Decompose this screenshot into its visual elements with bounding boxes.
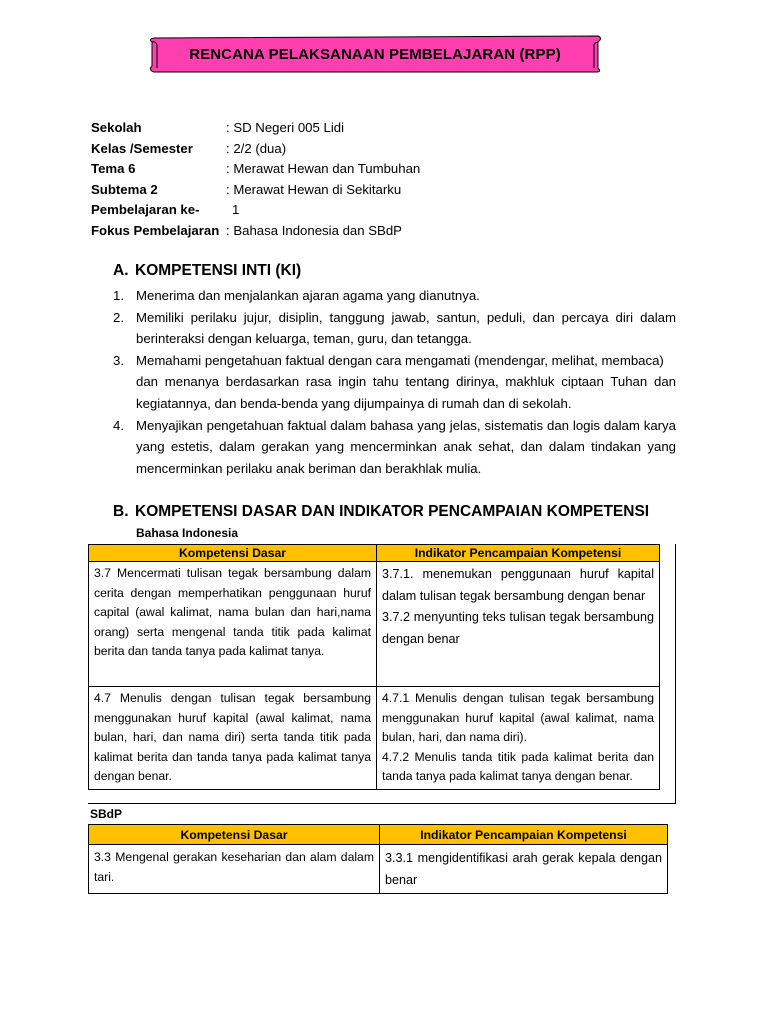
subject-label-sbdp: SBdP (90, 807, 123, 821)
identity-value: : Merawat Hewan di Sekitarku (226, 181, 402, 197)
section-b-heading (113, 503, 649, 521)
list-text: Menerima dan menjalankan ajaran agama yang dianutnya. (136, 288, 480, 303)
list-number: 2. (113, 309, 124, 325)
section-title: KOMPETENSI INTI (KI) (135, 262, 302, 279)
identity-label: Tema 6 (91, 161, 136, 176)
indicator-text: 3.7.2 menyunting teks tulisan tegak bersambung dengan benar (382, 610, 654, 646)
identity-row (91, 180, 420, 201)
identity-row (91, 221, 420, 242)
table-cell-kd: 4.7 Menulis dengan tulisan tegak bersambung menggunakan huruf kapital (awal kalimat, nama bulan, hari, dan nama diri) serta tanda titik pada kalimat berita dan tanda tanya pada kalimat tanya dengan benar. (89, 687, 377, 790)
list-item (113, 350, 676, 415)
identity-value: : Merawat Hewan dan Tumbuhan (226, 161, 421, 176)
identity-label: Sekolah (91, 120, 142, 135)
identity-block (91, 118, 420, 241)
table-cell-kd: 3.3 Mengenal gerakan keseharian dan alam dalam tari. (89, 845, 380, 894)
table-cell-indicator (377, 687, 660, 790)
table-border-right (675, 544, 676, 804)
column-header: Indikator Pencampaian Kompetensi (380, 825, 668, 845)
table-cell-indicator (380, 845, 668, 894)
table-header-row (89, 825, 668, 845)
identity-label: Fokus Pembelajaran (91, 222, 220, 238)
list-item (113, 285, 676, 307)
list-text: Memiliki perilaku jujur, disiplin, tanggung jawab, santun, peduli, dan percaya diri dalam berinteraksi dengan keluarga, teman, guru, dan tetangga. (136, 309, 676, 347)
list-item (113, 415, 676, 480)
indicator-text: 4.7.1 Menulis dengan tulisan tegak bersambung menggunakan huruf kapital (awal kalimat, nama bulan, hari, dan nama diri). (382, 691, 654, 744)
table-cell-indicator (377, 562, 660, 687)
list-number: 1. (113, 288, 124, 303)
identity-value: : Bahasa Indonesia dan SBdP (226, 222, 402, 238)
column-header: Indikator Pencampaian Kompetensi (377, 545, 660, 562)
list-number: 3. (113, 352, 124, 368)
table-border-bottom (88, 803, 676, 804)
section-letter: A. (113, 262, 129, 279)
column-header: Kompetensi Dasar (89, 825, 380, 845)
table-cell-kd: 3.7 Mencermati tulisan tegak bersambung dalam cerita dengan memperhatikan penggunaan huruf capital (awal kalimat, nama bulan dan hari,nama orang) serta mengenal tanda titik pada kalimat berita dan tanda tanya pada kalimat tanya. (89, 562, 377, 687)
column-header: Kompetensi Dasar (89, 545, 377, 562)
list-number: 4. (113, 417, 124, 433)
table-header-row (89, 545, 660, 562)
identity-row (91, 139, 420, 160)
page-title: RENCANA PELAKSANAAN PEMBELAJARAN (RPP) (189, 45, 561, 63)
identity-row (91, 200, 420, 221)
identity-label: Kelas /Semester (91, 140, 193, 156)
identity-value: 1 (232, 202, 240, 217)
identity-label: Pembelajaran ke- (91, 202, 200, 217)
table-row (89, 562, 660, 687)
indicator-text: 3.3.1 mengidentifikasi arah gerak kepala dengan benar (385, 851, 662, 887)
table-row (89, 845, 668, 894)
identity-label: Subtema 2 (91, 181, 158, 197)
identity-value: : 2/2 (dua) (226, 140, 287, 156)
section-a-heading (113, 262, 301, 280)
indicator-text: 4.7.2 Menulis tanda titik pada kalimat berita dan tanda tanya pada kalimat tanya dengan benar. (382, 749, 654, 783)
subject-label-bahasa-indonesia: Bahasa Indonesia (136, 526, 239, 540)
identity-row (91, 159, 420, 180)
title-banner (146, 34, 604, 74)
ki-list (113, 285, 676, 479)
kd-table-bahasa-indonesia (88, 544, 660, 790)
kd-table-sbdp (88, 824, 668, 894)
list-text: Menyajikan pengetahuan faktual dalam bahasa yang jelas, sistematis dan logis dalam karya yang estetis, dalam gerakan yang mencerminkan anak sehat, dan dalam tindakan yang mencerminkan perilaku anak beriman dan berakhlak mulia. (136, 417, 676, 476)
section-title: KOMPETENSI DASAR DAN INDIKATOR PENCAMPAIAN KOMPETENSI (135, 503, 650, 520)
identity-value: : SD Negeri 005 Lidi (226, 120, 345, 135)
identity-row (91, 118, 420, 139)
indicator-text: 3.7.1. menemukan penggunaan huruf kapital dalam tulisan tegak bersambung dengan benar (382, 567, 654, 603)
list-text: Memahami pengetahuan faktual dengan cara mengamati (mendengar, melihat, membaca) (136, 352, 664, 368)
table-row (89, 687, 660, 790)
list-item (113, 307, 676, 350)
list-text: dan menanya berdasarkan rasa ingin tahu tentang dirinya, makhluk ciptaan Tuhan dan kegiatannya, dan benda-benda yang dijumpainya di rumah dan di sekolah. (136, 374, 676, 411)
section-letter: B. (113, 503, 129, 520)
